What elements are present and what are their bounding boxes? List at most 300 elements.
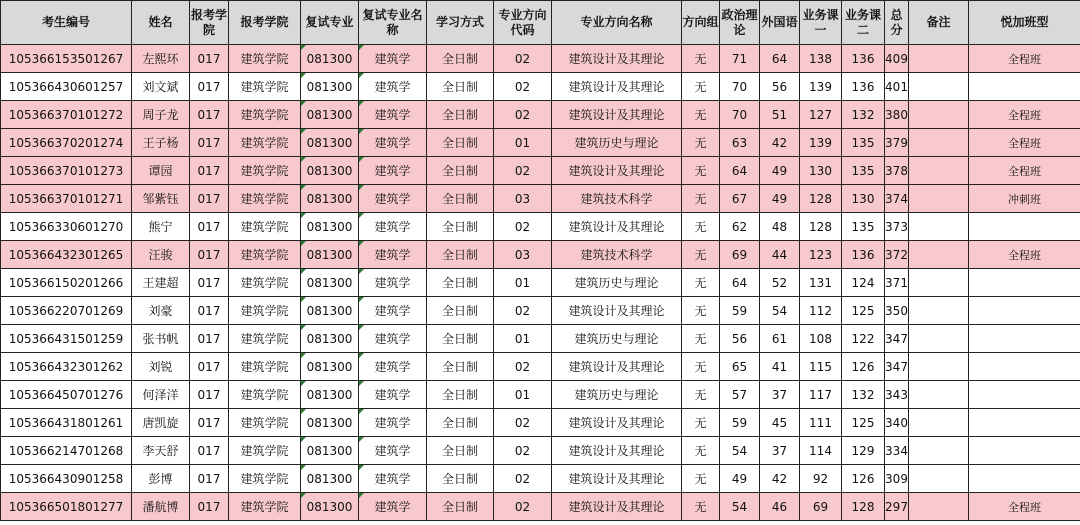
table-cell [909,437,969,465]
table-cell: 全日制 [427,241,494,269]
table-cell: 建筑学院 [229,241,301,269]
table-cell: 全日制 [427,213,494,241]
table-cell: 潘航博 [132,493,190,521]
table-cell: 52 [760,269,800,297]
table-cell: 372 [885,241,909,269]
table-cell: 59 [720,409,760,437]
table-cell: 105366330601270 [1,213,132,241]
table-cell: 54 [720,493,760,521]
col-header-notes: 备注 [909,1,969,45]
table-cell: 105366431501259 [1,325,132,353]
table-cell: 建筑学 [359,465,427,493]
col-header-apply-school-code: 报考学院 [190,1,229,45]
table-cell [969,353,1080,381]
table-cell: 建筑学 [359,493,427,521]
table-cell: 70 [720,101,760,129]
table-cell: 401 [885,73,909,101]
table-cell: 128 [842,493,885,521]
table-cell: 017 [190,465,229,493]
table-cell [969,465,1080,493]
table-cell: 王建超 [132,269,190,297]
table-cell: 建筑历史与理论 [552,381,682,409]
col-header-direction-group: 方向组 [682,1,720,45]
table-row [1,353,1080,381]
table-cell: 105366432301262 [1,353,132,381]
table-cell: 128 [800,185,842,213]
table-cell: 61 [760,325,800,353]
table-cell: 全日制 [427,437,494,465]
table-cell: 全日制 [427,45,494,73]
table-row [1,241,1080,269]
table-cell: 126 [842,353,885,381]
table-cell: 无 [682,493,720,521]
table-cell: 105366430601257 [1,73,132,101]
table-cell: 105366220701269 [1,297,132,325]
table-cell: 无 [682,185,720,213]
table-cell [909,185,969,213]
table-cell: 无 [682,465,720,493]
table-cell: 建筑学院 [229,409,301,437]
table-cell: 374 [885,185,909,213]
table-cell: 03 [494,185,552,213]
table-cell: 378 [885,157,909,185]
table-cell: 132 [842,381,885,409]
table-cell: 全日制 [427,465,494,493]
table-cell: 全日制 [427,325,494,353]
table-cell: 081300 [301,157,359,185]
table-cell: 建筑设计及其理论 [552,157,682,185]
table-cell: 刘锐 [132,353,190,381]
table-cell [909,325,969,353]
table-cell: 周子龙 [132,101,190,129]
table-cell: 65 [720,353,760,381]
table-cell: 297 [885,493,909,521]
table-cell: 49 [720,465,760,493]
table-cell: 70 [720,73,760,101]
table-cell: 02 [494,157,552,185]
table-cell: 081300 [301,269,359,297]
table-cell: 017 [190,325,229,353]
table-cell: 130 [842,185,885,213]
col-header-class-type: 悦加班型 [969,1,1080,45]
table-cell: 建筑设计及其理论 [552,437,682,465]
table-cell: 105366370101271 [1,185,132,213]
table-cell: 何泽洋 [132,381,190,409]
table-cell: 081300 [301,297,359,325]
table-cell: 无 [682,437,720,465]
table-cell: 37 [760,381,800,409]
table-cell: 建筑学 [359,297,427,325]
table-cell: 02 [494,353,552,381]
table-cell: 全程班 [969,101,1080,129]
table-cell: 081300 [301,325,359,353]
table-cell: 建筑学 [359,353,427,381]
table-cell: 379 [885,129,909,157]
table-cell: 无 [682,269,720,297]
table-cell: 131 [800,269,842,297]
table-cell: 111 [800,409,842,437]
table-cell: 01 [494,269,552,297]
table-cell: 105366430901258 [1,465,132,493]
table-cell: 105366150201266 [1,269,132,297]
table-row [1,437,1080,465]
table-cell: 105366370101273 [1,157,132,185]
table-cell: 建筑学院 [229,381,301,409]
table-cell: 王子杨 [132,129,190,157]
table-cell: 51 [760,101,800,129]
table-cell: 136 [842,241,885,269]
table-cell: 017 [190,297,229,325]
table-cell: 127 [800,101,842,129]
table-cell: 无 [682,213,720,241]
header-row [1,1,1080,45]
table-cell: 125 [842,297,885,325]
table-cell: 017 [190,493,229,521]
table-cell: 唐凯旋 [132,409,190,437]
table-cell: 建筑学院 [229,129,301,157]
col-header-name: 姓名 [132,1,190,45]
table-cell: 115 [800,353,842,381]
table-cell: 081300 [301,353,359,381]
table-cell: 45 [760,409,800,437]
table-cell: 126 [842,465,885,493]
table-cell: 全日制 [427,129,494,157]
table-cell: 全日制 [427,101,494,129]
table-cell: 刘文斌 [132,73,190,101]
table-cell: 114 [800,437,842,465]
table-cell: 全日制 [427,353,494,381]
table-cell: 无 [682,297,720,325]
table-cell: 081300 [301,465,359,493]
table-cell: 136 [842,73,885,101]
table-cell: 建筑学院 [229,437,301,465]
table-cell: 建筑设计及其理论 [552,213,682,241]
table-cell: 建筑学院 [229,297,301,325]
table-cell: 01 [494,325,552,353]
table-cell: 汪骏 [132,241,190,269]
table-cell: 409 [885,45,909,73]
table-cell: 建筑学院 [229,73,301,101]
table-cell: 左熙环 [132,45,190,73]
table-cell: 64 [720,157,760,185]
table-cell: 347 [885,325,909,353]
col-header-politics: 政治理论 [720,1,760,45]
table-cell [909,409,969,437]
table-cell: 刘豪 [132,297,190,325]
table-cell: 建筑历史与理论 [552,325,682,353]
table-cell: 124 [842,269,885,297]
col-header-foreign-language: 外国语 [760,1,800,45]
table-cell: 建筑技术科学 [552,185,682,213]
table-cell: 117 [800,381,842,409]
table-row [1,185,1080,213]
table-cell: 无 [682,129,720,157]
table-cell: 02 [494,45,552,73]
table-cell: 42 [760,129,800,157]
table-cell [909,241,969,269]
table-cell: 139 [800,129,842,157]
table-cell: 无 [682,73,720,101]
table-cell: 54 [760,297,800,325]
table-cell: 105366432301265 [1,241,132,269]
col-header-course-one: 业务课一 [800,1,842,45]
table-cell: 62 [720,213,760,241]
table-cell: 全程班 [969,45,1080,73]
table-cell: 建筑学 [359,157,427,185]
table-cell: 49 [760,157,800,185]
table-cell: 建筑学院 [229,213,301,241]
table-cell [969,437,1080,465]
table-cell: 冲刺班 [969,185,1080,213]
table-cell: 125 [842,409,885,437]
table-cell: 138 [800,45,842,73]
table-cell: 135 [842,157,885,185]
table-cell: 64 [720,269,760,297]
table-cell [909,129,969,157]
table-cell: 建筑学院 [229,45,301,73]
table-cell: 全程班 [969,241,1080,269]
table-cell: 129 [842,437,885,465]
table-cell: 49 [760,185,800,213]
table-cell: 017 [190,353,229,381]
table-cell: 081300 [301,493,359,521]
col-header-exam-id: 考生编号 [1,1,132,45]
table-cell: 017 [190,381,229,409]
table-cell: 017 [190,45,229,73]
table-cell: 136 [842,45,885,73]
table-cell: 建筑学 [359,241,427,269]
table-cell: 081300 [301,129,359,157]
table-cell [969,213,1080,241]
table-cell: 017 [190,241,229,269]
table-row [1,101,1080,129]
table-cell: 350 [885,297,909,325]
table-cell: 建筑学院 [229,157,301,185]
table-cell: 02 [494,493,552,521]
table-cell [969,73,1080,101]
table-cell: 017 [190,269,229,297]
col-header-retest-major: 复试专业 [301,1,359,45]
table-cell: 132 [842,101,885,129]
table-cell: 309 [885,465,909,493]
table-cell: 02 [494,213,552,241]
table-cell: 建筑设计及其理论 [552,101,682,129]
table-cell: 建筑学 [359,437,427,465]
table-cell [909,381,969,409]
table-cell: 017 [190,129,229,157]
table-cell: 熊宁 [132,213,190,241]
table-cell: 105366370201274 [1,129,132,157]
table-cell: 02 [494,101,552,129]
table-cell: 无 [682,101,720,129]
table-cell: 108 [800,325,842,353]
table-cell: 建筑学院 [229,269,301,297]
table-cell: 017 [190,437,229,465]
table-row [1,157,1080,185]
table-cell: 017 [190,157,229,185]
table-cell: 63 [720,129,760,157]
table-cell: 347 [885,353,909,381]
table-row [1,129,1080,157]
table-cell [909,213,969,241]
table-cell: 全日制 [427,269,494,297]
table-row [1,381,1080,409]
table-cell: 建筑设计及其理论 [552,297,682,325]
table-cell: 017 [190,213,229,241]
table-cell: 建筑学院 [229,325,301,353]
table-cell: 建筑学 [359,409,427,437]
table-cell: 340 [885,409,909,437]
table-cell: 128 [800,213,842,241]
table-cell: 彭博 [132,465,190,493]
table-cell: 122 [842,325,885,353]
table-cell: 全程班 [969,157,1080,185]
table-cell [909,493,969,521]
table-cell: 112 [800,297,842,325]
table-cell: 建筑设计及其理论 [552,73,682,101]
table-cell: 01 [494,129,552,157]
table-cell: 71 [720,45,760,73]
table-row [1,325,1080,353]
table-cell: 建筑设计及其理论 [552,409,682,437]
table-cell: 建筑学 [359,325,427,353]
table-cell: 谭园 [132,157,190,185]
table-row [1,213,1080,241]
table-cell: 01 [494,381,552,409]
table-cell: 46 [760,493,800,521]
table-cell: 373 [885,213,909,241]
table-cell: 130 [800,157,842,185]
table-cell: 全程班 [969,129,1080,157]
table-cell: 42 [760,465,800,493]
table-cell: 全日制 [427,493,494,521]
table-cell: 41 [760,353,800,381]
table-cell: 02 [494,465,552,493]
table-cell: 邹紫钰 [132,185,190,213]
table-cell [909,45,969,73]
table-cell: 建筑学院 [229,353,301,381]
table-body [1,45,1080,521]
table-cell: 081300 [301,185,359,213]
table-cell [909,101,969,129]
col-header-direction-name: 专业方向名称 [552,1,682,45]
table-cell: 02 [494,73,552,101]
table-cell: 无 [682,353,720,381]
table-cell: 无 [682,381,720,409]
table-cell: 无 [682,241,720,269]
table-cell: 017 [190,409,229,437]
table-cell: 无 [682,409,720,437]
table-cell [969,381,1080,409]
table-cell: 123 [800,241,842,269]
table-cell: 全日制 [427,297,494,325]
table-cell: 建筑学 [359,269,427,297]
table-row [1,269,1080,297]
table-cell: 03 [494,241,552,269]
col-header-study-mode: 学习方式 [427,1,494,45]
table-cell: 建筑设计及其理论 [552,493,682,521]
table-cell: 081300 [301,73,359,101]
table-cell: 105366370101272 [1,101,132,129]
table-cell: 56 [720,325,760,353]
table-cell: 建筑学 [359,101,427,129]
table-cell [909,353,969,381]
table-cell: 57 [720,381,760,409]
table-cell: 建筑学 [359,45,427,73]
table-cell: 105366431801261 [1,409,132,437]
table-cell: 69 [800,493,842,521]
table-cell: 建筑设计及其理论 [552,353,682,381]
table-cell: 105366450701276 [1,381,132,409]
table-cell: 081300 [301,101,359,129]
table-cell: 建筑设计及其理论 [552,45,682,73]
table-cell: 334 [885,437,909,465]
table-cell: 105366153501267 [1,45,132,73]
table-cell: 135 [842,213,885,241]
table-cell: 建筑学 [359,381,427,409]
table-cell: 建筑学 [359,73,427,101]
table-cell: 69 [720,241,760,269]
table-cell [909,297,969,325]
table-cell: 建筑技术科学 [552,241,682,269]
table-cell: 建筑学院 [229,465,301,493]
table-cell: 56 [760,73,800,101]
table-cell: 全程班 [969,493,1080,521]
table-cell [969,409,1080,437]
table-row [1,409,1080,437]
col-header-retest-major-name: 复试专业名称 [359,1,427,45]
table-cell: 张书帆 [132,325,190,353]
table-cell: 380 [885,101,909,129]
table-row [1,297,1080,325]
table-cell: 02 [494,297,552,325]
table-cell: 081300 [301,409,359,437]
col-header-course-two: 业务课二 [842,1,885,45]
table-cell: 无 [682,157,720,185]
table-cell: 48 [760,213,800,241]
table-cell: 017 [190,185,229,213]
table-cell: 建筑历史与理论 [552,129,682,157]
table-cell: 37 [760,437,800,465]
table-cell [969,325,1080,353]
table-cell: 02 [494,437,552,465]
table-cell: 59 [720,297,760,325]
table-cell: 135 [842,129,885,157]
table-cell: 建筑设计及其理论 [552,465,682,493]
table-cell: 建筑学 [359,213,427,241]
col-header-apply-school: 报考学院 [229,1,301,45]
table-cell [909,157,969,185]
table-cell: 建筑学 [359,185,427,213]
table-cell: 建筑学院 [229,493,301,521]
table-cell: 全日制 [427,157,494,185]
table-cell: 081300 [301,213,359,241]
table-cell: 54 [720,437,760,465]
table-row [1,465,1080,493]
table-row [1,73,1080,101]
table-cell [909,465,969,493]
table-cell: 全日制 [427,381,494,409]
table-cell [969,269,1080,297]
table-cell: 081300 [301,241,359,269]
table-cell: 92 [800,465,842,493]
table-cell: 105366214701268 [1,437,132,465]
table-cell: 64 [760,45,800,73]
table-cell: 081300 [301,45,359,73]
table-cell: 无 [682,325,720,353]
table-cell: 建筑学院 [229,101,301,129]
table-cell: 李天舒 [132,437,190,465]
